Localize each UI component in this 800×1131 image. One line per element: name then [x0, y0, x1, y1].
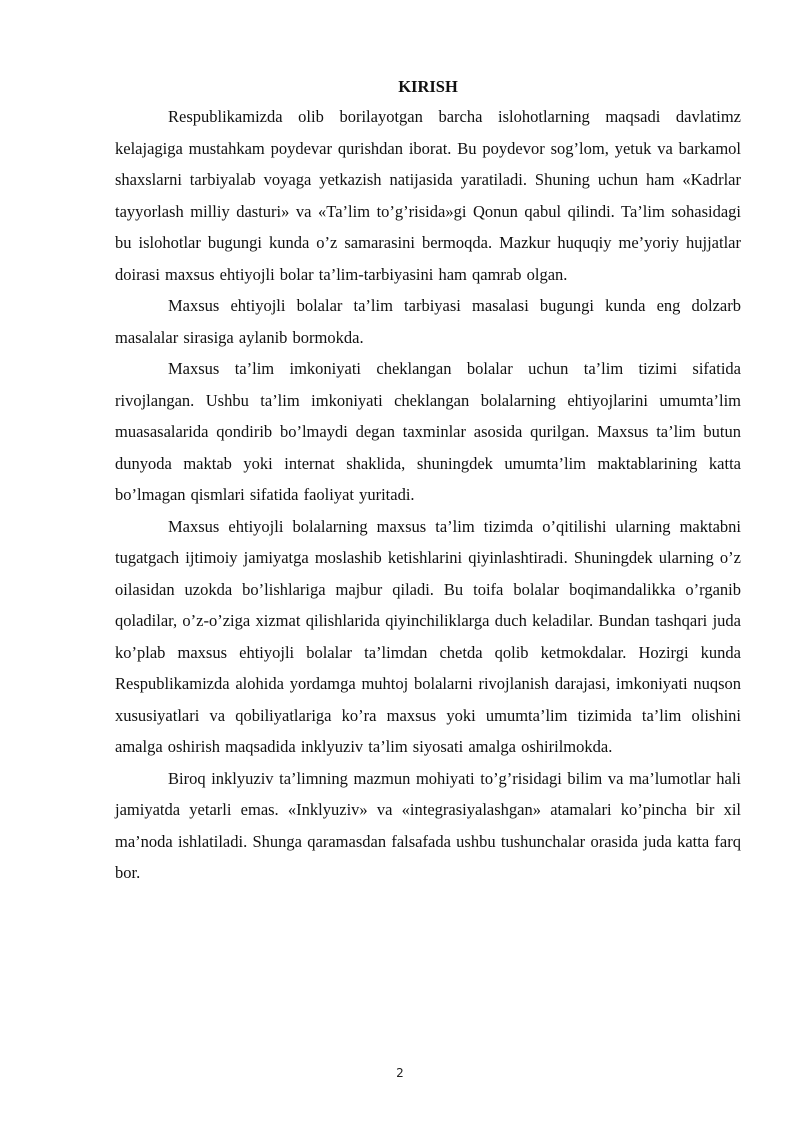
- document-title: KIRISH: [398, 77, 458, 96]
- paragraph-2: Maxsus ehtiyojli bolalar ta’lim tarbiyasi masalasi bugungi kunda eng dolzarb masalalar sirasiga aylanib bormokda.: [115, 296, 741, 347]
- paragraph-3: Maxsus ta’lim imkoniyati cheklangan bolalar uchun ta’lim tizimi sifatida rivojlangan. Ushbu ta’lim imkoniyati cheklangan bolalarning ehtiyojlarini umumta’lim muasasalarida qondirib bo’lmaydi degan taxminlar asosida qurilgan. Maxsus ta’lim butun dunyoda maktab yoki internat shaklida, shuningdek umumta’lim maktablarining katta bo’lmagan qismlari sifatida faoliyat yuritadi.: [115, 359, 741, 504]
- page-number: 2: [396, 1066, 404, 1080]
- paragraph-4: Maxsus ehtiyojli bolalarning maxsus ta’lim tizimda o’qitilishi ularning maktabni tugatgach ijtimoiy jamiyatga moslashib ketishlarini qiyinlashtiradi. Shuningdek ularning o’z oilasidan uzokda bo’lishlariga majbur qiladi. Bu toifa bolalar boqimandalikka o’rganib qoladilar, o’z-o’ziga xizmat qilishlarida qiyinchiliklarga duch keladilar. Bundan tashqari juda ko’plab maxsus ehtiyojli bolalar ta’limdan chetda qolib ketmokdalar. Hozirgi kunda Respublikamizda alohida yordamga muhtoj bolalarni rivojlanish darajasi, imkoniyati nuqson xususiyatlari va qobiliyatlariga ko’ra maxsus yoki umumta’lim tizimida ta’lim olishini amalga oshirish maqsadida inklyuziv ta’lim siyosati amalga oshirilmokda.: [115, 516, 741, 756]
- paragraph-1: Respublikamizda olib borilayotgan barcha islohotlarning maqsadi davlatimz kelajagiga mustahkam poydevar qurishdan iborat. Bu poydevor sog’lom, yetuk va barkamol shaxslarni tarbiyalab voyaga yetkazish natijasida yaratiladi. Shuning uchun ham «Kadrlar tayyorlash milliy dasturi» va «Ta’lim to’g’risida»gi Qonun qabul qilindi. Ta’lim sohasidagi bu islohotlar bugungi kunda o’z samarasini bermoqda. Mazkur huquqiy me’yoriy hujjatlar doirasi maxsus ehtiyojli bolar ta’lim-tarbiyasini ham qamrab olgan.: [115, 107, 741, 284]
- document-page: [115, 73, 741, 889]
- paragraph-5: Biroq inklyuziv ta’limning mazmun mohiyati to’g’risidagi bilim va ma’lumotlar hali jamiyatda yetarli emas. «Inklyuziv» va «integrasiyalashgan» atamalari ko’pincha bir xil ma’noda ishlatiladi. Shunga qaramasdan falsafada ushbu tushunchalar orasida juda katta farq bor.: [115, 768, 741, 882]
